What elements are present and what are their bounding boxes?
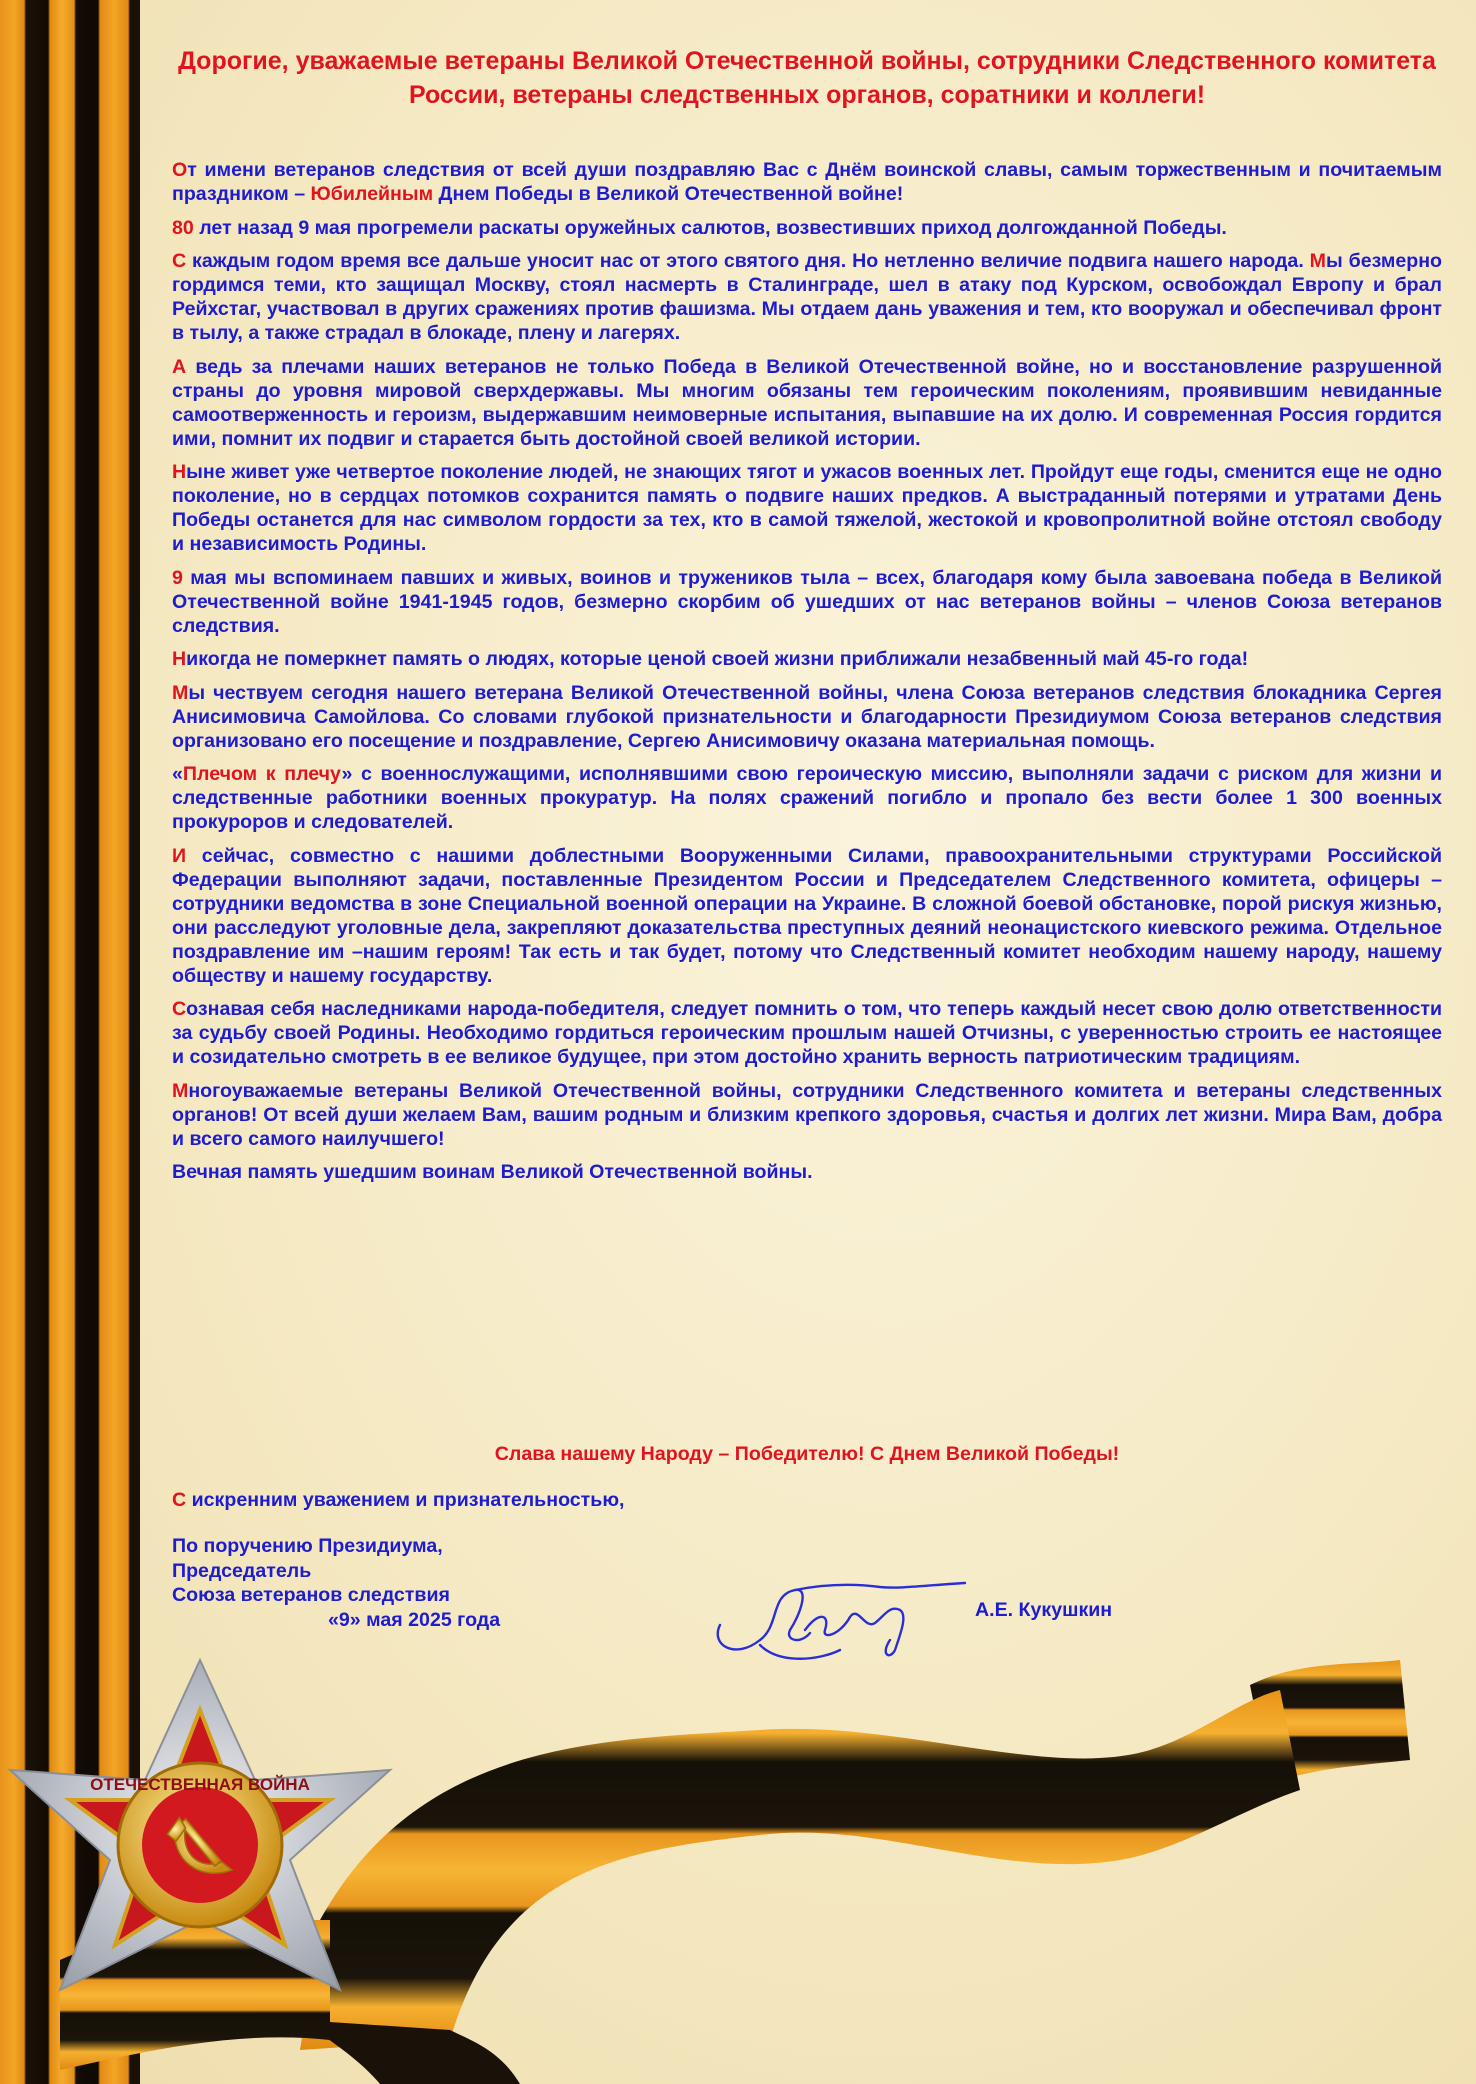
paragraph-text: сейчас, совместно с нашими доблестными Вооруженными Силами, правоохранительными структурами Российской Федерации выполняют задачи, поставленные Президентом России и Председателем Следственного комитета, офицеры – сотрудники ведомства в зоне Специальной военной операции на Украине. В сложной боевой обстановке, порой рискуя жизнью, они расследуют уголовные дела, закрепляют доказательства преступных деяний неонацистского киевского режима. Отдельное поздравление им –нашим героям! Так есть и так будет, потому что Следственный комитет необходим нашему народу, нашему обществу и нашему государству. <box>172 844 1442 987</box>
paragraph-initial: П <box>182 763 197 785</box>
paragraph-initial: О <box>172 159 188 181</box>
sign-line: Председатель <box>172 1559 312 1582</box>
paragraph-initial: М <box>172 681 189 704</box>
sign-line: По поручению Президиума, <box>172 1535 443 1557</box>
paragraph-initial: 9 <box>172 566 183 589</box>
paragraph-initial: Н <box>172 461 187 483</box>
paragraph <box>172 249 1442 345</box>
paragraph <box>172 681 1442 753</box>
paragraph-initial: А <box>172 355 187 378</box>
paragraph-text: икогда не померкнет память о людях, которые ценой своей жизни приближали незабвенный май 45-го года! <box>186 648 1249 670</box>
highlight-text: М <box>1309 250 1326 272</box>
paragraph-initial: С <box>172 1489 187 1511</box>
paragraph-text: лет назад 9 мая прогремели раскаты оружейных салютов, возвестивших приход долгожданной Победы. <box>193 216 1227 239</box>
paragraph <box>172 997 1442 1069</box>
paragraph-text: мая мы вспоминаем павших и живых, воинов и тружеников тыла – всех, благодаря кому была завоевана победа в Великой Отечественной войне 1941-1945 годов, безмерно скорбим об ушедших от нас ветеранов войны – членов Союза ветеранов следствия. <box>172 566 1442 637</box>
paragraph-text: « <box>172 763 183 785</box>
order-patriotic-war-emblem <box>0 1650 420 2084</box>
signature-block <box>172 1534 672 1632</box>
paragraph-text: ы безмерно гордимся теми, кто защищал Москву, стоял насмерть в Сталинграде, шел в атаку под Курском, освобождал Европу и брал Рейхстаг, участвовал в других сражениях против фашизма. Мы отдаем дань уважения и тем, кто вооружал и обеспечивал фронт в тылу, а также страдал в блокаде, плену и лагерях. <box>172 250 1443 344</box>
paragraph-text: » с военнослужащими, исполнявшими свою героическую миссию, выполняли задачи с риском для жизни и следственные работники военных прокуратур. На полях сражений погибло и пропало без вести более 1 300 военных прокуроров и следователей. <box>172 763 1442 833</box>
paragraph <box>172 762 1442 834</box>
paragraph <box>172 216 1442 240</box>
highlight-text: Юбилейным <box>310 183 434 205</box>
paragraph <box>172 1160 1442 1184</box>
paragraph-text: ногоуважаемые ветераны Великой Отечественной войны, сотрудники Следственного комитета и ветераны следственных органов! От всей души желаем Вам, вашим родным и близким крепкого здоровья, счастья и долгих лет жизни. Мира Вам, добра и всего самого наилучшего! <box>172 1079 1442 1150</box>
paragraph-text: Днем Победы в Великой Отечественной войне! <box>433 183 904 205</box>
letter-body <box>172 158 1442 1194</box>
slogan: Слава нашему Народу – Победителю! С Днем Великой Победы! <box>494 1443 1120 1465</box>
paragraph <box>172 158 1442 206</box>
highlight-text: лечом к плечу <box>197 763 342 785</box>
sign-line: Союза ветеранов следствия <box>172 1584 450 1606</box>
paragraph-text: Вечная память ушедшим воинам Великой Отечественной войны. <box>172 1161 813 1183</box>
paragraph-initial: 80 <box>172 216 194 239</box>
signer-name: А.Е. Кукушкин <box>975 1599 1113 1621</box>
paragraph <box>172 566 1442 638</box>
paragraph-text: ведь за плечами наших ветеранов не только Победа в Великой Отечественной войне, но и восстановление разрушенной страны до уровня мировой сверхдержавы. Мы многим обязаны тем героическим поколениям, проявившим невиданные самоотверженность и героизм, выдержавшим неимоверные испытания, выпавшие на их долю. И современная Россия гордится ими, помнит их подвиг и старается быть достойной своей великой истории. <box>172 355 1442 450</box>
date-line: «9» мая 2025 года <box>328 1608 501 1631</box>
paragraph <box>172 844 1442 988</box>
paragraph-text: ыне живет уже четвертое поколение людей, не знающих тягот и ужасов военных лет. Пройдут еще годы, сменится еще не одно поколение, но в сердцах потомков сохранится память о подвиге наших предков. А выстраданный потерями и утратами День Победы останется для нас символом гордости за тех, кто в самой тяжелой, жестокой и кровопролитной войне отстоял свободу и независимость Родины. <box>172 461 1442 555</box>
paragraph-initial: Н <box>172 648 187 670</box>
paragraph-initial: С <box>172 250 187 272</box>
paragraph-text: ы чествуем сегодня нашего ветерана Великой Отечественной войны, члена Союза ветеранов следствия блокадника Сергея Анисимовича Самойлова. Со словами глубокой признательности и благодарности Президиумом Союза ветеранов следствия организовано его посещение и поздравление, Сергею Анисимовичу оказана материальная помощь. <box>172 681 1442 752</box>
paragraph-initial: С <box>172 998 187 1020</box>
paragraph-text: т имени ветеранов следствия от всей души поздравляю Вас с Днём воинской славы, самым торжественным и почитаемым праздником – <box>172 159 1442 205</box>
paragraph-initial: М <box>172 1079 189 1102</box>
paragraph <box>172 355 1442 451</box>
paragraph-text: каждым годом время все дальше уносит нас от этого святого дня. Но нетленно величие подвига нашего народа. <box>186 250 1310 272</box>
paragraph <box>172 460 1442 556</box>
paragraph-text: ознавая себя наследниками народа-победителя, следует помнить о том, что теперь каждый несет свою долю ответственности за судьбу своей Родины. Необходимо гордиться героическим прошлым нашей Отчизны, с уверенностью строить ее настоящее и созидательно смотреть в ее великое будущее, при этом достойно хранить верность патриотическим традициям. <box>172 998 1442 1068</box>
paragraph <box>172 1079 1442 1151</box>
letter-title: Дорогие, уважаемые ветераны Великой Отечественной войны, сотрудники Следственного комитета России, ветераны следственных органов, соратники и коллеги! <box>178 47 1436 109</box>
paragraph <box>172 647 1442 671</box>
closing-text: искренним уважением и признательностью, <box>186 1489 625 1511</box>
closing-line <box>172 1488 872 1512</box>
paragraph-initial: И <box>172 844 187 867</box>
emblem-text: ОТЕЧЕСТВЕННАЯ ВОЙНА <box>90 1775 310 1794</box>
